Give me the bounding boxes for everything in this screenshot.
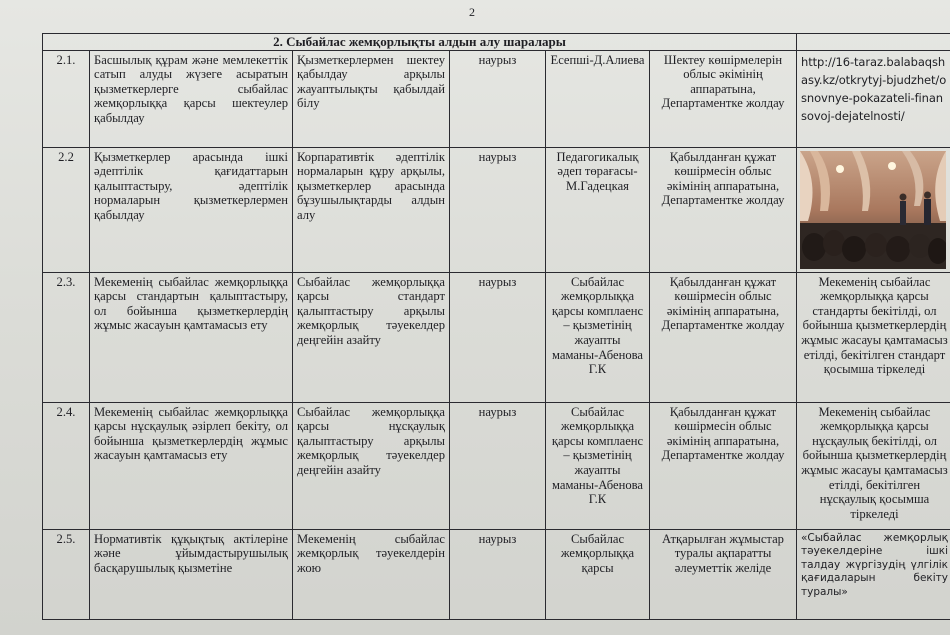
row-number: 2.4. — [43, 402, 90, 529]
goal-cell: Сыбайлас жемқорлыққа қарсы нұсқаулық қалыптастыру арқылы жемқорлық тәуекелдер деңгейін азайту — [293, 402, 450, 529]
table-row — [43, 147, 950, 272]
form-cell: Шектеу көшірмелерін облыс әкімінің аппаратына, Департаментке жолдау — [650, 50, 797, 147]
goal-cell: Сыбайлас жемқорлыққа қарсы стандарт қалыптастыру арқылы жемқорлық тәуекелдер деңгейін азайту — [293, 272, 450, 402]
goal-cell: Корпаративтік әдептілік нормаларын құру арқылы, қызметкерлер арасында бұзушылықтарды алдын алу — [293, 147, 450, 272]
measure-cell: Қызметкерлер арасында ішкі әдептілік қағидаттарын қалыптастыру, әдептілік нормаларын қызметкерлермен қабылдау — [90, 147, 293, 272]
deadline-cell: наурыз — [450, 529, 546, 619]
meeting-photo-image — [800, 151, 946, 269]
result-link[interactable]: http://16-taraz.balabaqshasy.kz/otkrytyj-bjudzhet/osnovnye-pokazateli-finansovoj-dejatelnosti/ — [797, 50, 950, 147]
responsible-cell: Сыбайлас жемқорлыққа қарсы комплаенс – қызметінің жауапты маманы-Абенова Г.К — [546, 272, 650, 402]
form-cell: Атқарылған жұмыстар туралы ақпаратты әлеуметтік желіде — [650, 529, 797, 619]
goal-cell: Мекеменің сыбайлас жемқорлық тәуекелдерін жою — [293, 529, 450, 619]
meeting-photo — [800, 151, 946, 269]
responsible-cell: Есепші-Д.Алиева — [546, 50, 650, 147]
form-cell: Қабылданған құжат көшірмесін облыс әкімінің аппаратына, Департаментке жолдау — [650, 147, 797, 272]
deadline-cell: наурыз — [450, 147, 546, 272]
goal-cell: Қызметкерлермен шектеу қабылдау арқылы жауаптылықты қабылдай білу — [293, 50, 450, 147]
deadline-cell: наурыз — [450, 50, 546, 147]
section-header-row — [43, 34, 950, 51]
section-header-empty-cell — [797, 34, 950, 51]
result-cell: Мекеменің сыбайлас жемқорлыққа қарсы нұсқаулық бекітілді, ол бойынша қызметкерлердің жұмыс жасауы қамтамасыз етілді, бекітілген нұсқаулық қосымша тіркеледі — [797, 402, 950, 529]
result-photo-cell — [797, 147, 950, 272]
table-row — [43, 50, 950, 147]
deadline-cell: наурыз — [450, 272, 546, 402]
measure-cell: Мекеменің сыбайлас жемқорлыққа қарсы стандартын қалыптастыру, ол бойынша қызметкерлердің жұмыс жасауын қамтамасыз ету — [90, 272, 293, 402]
result-cell: «Сыбайлас жемқорлық тәуекелдеріне ішкі талдау жүргізудің үлгілік қағидаларын бекіту туралы» — [797, 529, 950, 619]
section-title: 2. Сыбайлас жемқорлықты алдын алу шаралары — [43, 34, 797, 51]
responsible-cell: Сыбайлас жемқорлыққа қарсы — [546, 529, 650, 619]
measures-table — [42, 33, 950, 620]
table-row — [43, 272, 950, 402]
page-number: 2 — [469, 5, 475, 19]
table-row — [43, 402, 950, 529]
responsible-cell: Сыбайлас жемқорлыққа қарсы комплаенс – қызметінің жауапты маманы-Абенова Г.К — [546, 402, 650, 529]
row-number: 2.3. — [43, 272, 90, 402]
form-cell: Қабылданған құжат көшірмесін облыс әкімінің аппаратына, Департаментке жолдау — [650, 402, 797, 529]
form-cell: Қабылданған құжат көшірмесін облыс әкімінің аппаратына, Департаментке жолдау — [650, 272, 797, 402]
table-row — [43, 529, 950, 619]
measure-cell: Басшылық құрам және мемлекеттік сатып алуды жүзеге асыратын қызметкерлерге сыбайлас жемқорлыққа қарсы шектеулер қабылдау — [90, 50, 293, 147]
row-number: 2.2 — [43, 147, 90, 272]
responsible-cell: Педагогикалық әдеп төрағасы-М.Гадецкая — [546, 147, 650, 272]
measure-cell: Мекеменің сыбайлас жемқорлыққа қарсы нұсқаулық әзірлеп бекіту, ол бойынша қызметкерлердің жұмыс жасауын қамтамасыз ету — [90, 402, 293, 529]
measure-cell: Нормативтік құқықтық актілеріне және ұйымдастырушылық басқарушылық қызметіне — [90, 529, 293, 619]
result-cell: Мекеменің сыбайлас жемқорлыққа қарсы стандарты бекітілді, ол бойынша қызметкерлердің жұмыс жасауы қамтамасыз етілді, бекітілген стандарт қосымша тіркеледі — [797, 272, 950, 402]
deadline-cell: наурыз — [450, 402, 546, 529]
row-number: 2.1. — [43, 50, 90, 147]
row-number: 2.5. — [43, 529, 90, 619]
